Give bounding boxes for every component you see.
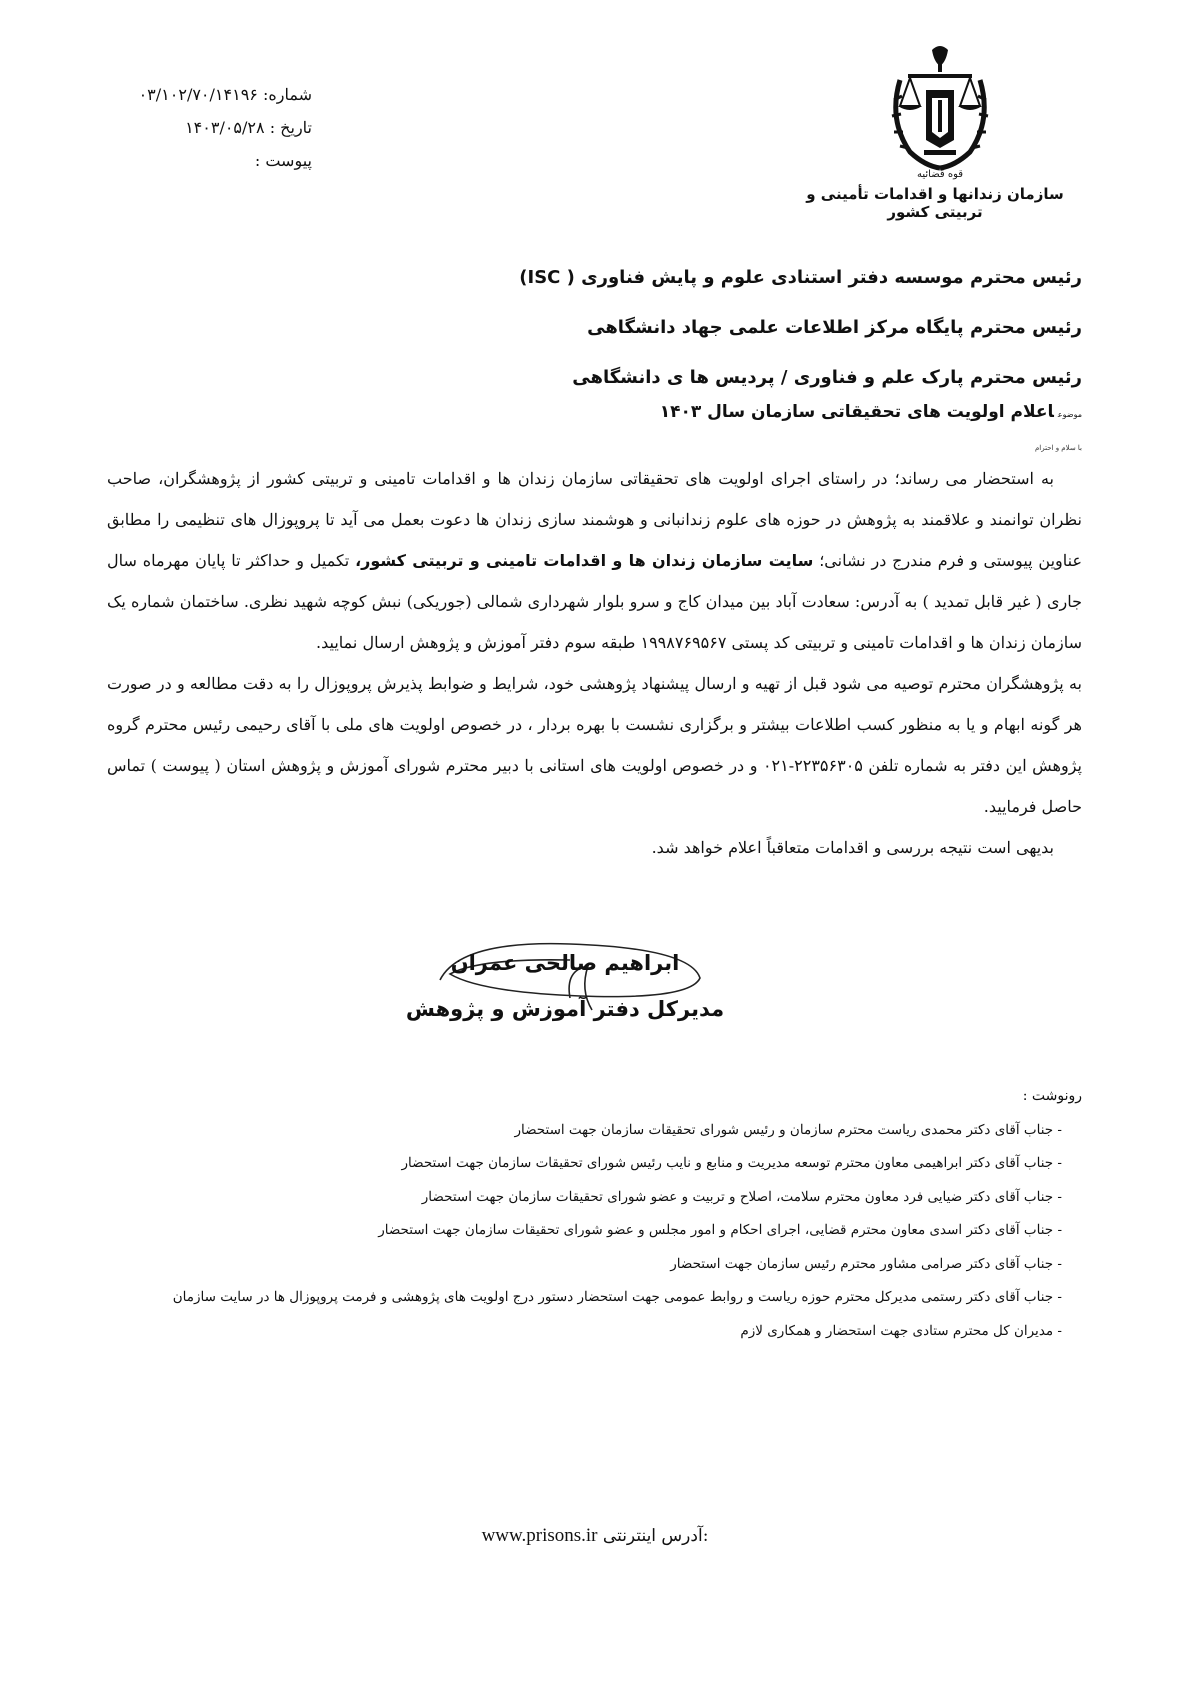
body-paragraph: به پژوهشگران محترم توصیه می شود قبل از تهیه و ارسال پیشنهاد پژوهشی خود، شرایط و ضوابط پذیرش پروپوزال را به دقت مطالعه و در صورت هر گونه ابهام و یا به منظور کسب اطلاعات بیشتر و برگزاری نشست با بهره بردار ، در خصوص اولویت های ملی با آقای رحیمی رئیس محترم گروه پژوهش این دفتر به شماره تلفن ۲۲۳۵۶۳۰۵-۰۲۱ و در خصوص اولویت های استانی با دبیر محترم شورای آموزش و پژوهش استان ( پیوست ) تماس حاصل فرمایید. — [107, 674, 1083, 816]
judiciary-emblem-icon — [880, 40, 1000, 180]
reference-block — [112, 78, 312, 177]
copy-item: - جناب آقای دکتر محمدی ریاست محترم سازمان و رئیس شورای تحقیقات سازمان جهت استحضار — [514, 1121, 1062, 1138]
letter-number: شماره: ۰۳/۱۰۲/۷۰/۱۴۱۹۶ — [138, 85, 312, 104]
copy-item: - مدیران کل محترم ستادی جهت استحضار و همکاری لازم — [740, 1322, 1062, 1339]
copy-item: - جناب آقای دکتر اسدی معاون محترم قضایی، اجرای احکام و امور مجلس و عضو شورای تحقیقات سازمان جهت استحضار — [378, 1222, 1062, 1238]
judiciary-label: قوه قضائیه — [916, 169, 964, 180]
recipients — [382, 260, 1082, 410]
organization-name: سازمان زندانها و اقدامات تأمینی و تربیتی کشور — [806, 185, 1064, 221]
subject-line — [382, 402, 1082, 422]
signer-name: ابراهیم صالحی عمران — [450, 951, 680, 975]
copy-item: - جناب آقای دکتر ضیایی فرد معاون محترم سلامت، اصلاح و تربیت و عضو شورای تحقیقات سازمان جهت استحضار — [421, 1188, 1062, 1205]
copy-item: - جناب آقای دکتر رستمی مدیرکل محترم حوزه ریاست و روابط عمومی جهت استحضار دستور درج اولویت های پژوهشی و فرمت پروپوزال ها در سایت سازمان — [172, 1289, 1062, 1305]
signer-title: مدیرکل دفتر آموزش و پژوهش — [405, 997, 725, 1021]
copies-heading: رونوشت : — [1022, 1088, 1082, 1104]
copy-item: - جناب آقای دکتر صرامی مشاور محترم رئیس سازمان جهت استحضار — [670, 1255, 1062, 1272]
recipient-line: رئیس محترم موسسه دفتر استنادی علوم و پایش فناوری ( ISC) — [519, 267, 1082, 288]
website-reference: سایت سازمان زندان ها و اقدامات تامینی و تربیتی کشور، — [355, 551, 814, 570]
salutation: با سلام و احترام — [1034, 444, 1082, 452]
body-paragraph: بدیهی است نتیجه بررسی و اقدامات متعاقباً اعلام خواهد شد. — [651, 838, 1054, 857]
copies-block — [82, 1080, 1082, 1348]
recipient-line: رئیس محترم پارک علم و فناوری / پردیس ها ی دانشگاهی — [572, 367, 1082, 388]
website-link[interactable]: www.prisons.ir — [481, 1525, 598, 1546]
subject-text: اعلام اولویت های تحقیقاتی سازمان سال ۱۴۰۳ — [659, 402, 1054, 422]
letter-attachment: پیوست : — [254, 151, 312, 170]
copy-item: - جناب آقای دکتر ابراهیمی معاون محترم توسعه مدیریت و منابع و نایب رئیس شورای تحقیقات سازمان جهت استحضار — [401, 1155, 1062, 1171]
recipient-line: رئیس محترم پایگاه مرکز اطلاعات علمی جهاد دانشگاهی — [587, 317, 1082, 338]
footer — [0, 1525, 1190, 1547]
signature-block — [400, 940, 730, 1032]
subject-label: موضوع — [1057, 410, 1082, 419]
body-paragraph: به استحضار می رساند؛ در راستای اجرای اولویت های تحقیقاتی سازمان زندان ها و اقدامات تامینی و تربیتی کشور از پژوهشگران، صاحب نظران توانمند و علاقمند به پژوهش در حوزه های علوم زندانبانی و هوشمند سازی زندان ها دعوت بعمل می آید تا پروپوزال های تنظیمی را مطابق عناوین پیوستی و فرم مندرج در نشانی؛ سایت سازمان زندان ها و اقدامات تامینی و تربیتی کشور، تکمیل و حداکثر تا پایان مهرماه سال جاری ( غیر قابل تمدید ) به آدرس: سعادت آباد بین میدان کاج و سرو بلوار شهرداری شمالی (جوریکی) نبش کوچه شهید نظری. ساختمان شماره یک سازمان زندان ها و اقدامات تامینی و تربیتی کد پستی ۱۹۹۸۷۶۹۵۶۷ طبقه سوم دفتر آموزش و پژوهش ارسال نمایید. — [107, 469, 1083, 652]
letter-body — [107, 458, 1082, 868]
letter-date: تاریخ : ۱۴۰۳/۰۵/۲۸ — [185, 118, 312, 137]
website-label: آدرس اینترنتی: — [602, 1526, 709, 1546]
